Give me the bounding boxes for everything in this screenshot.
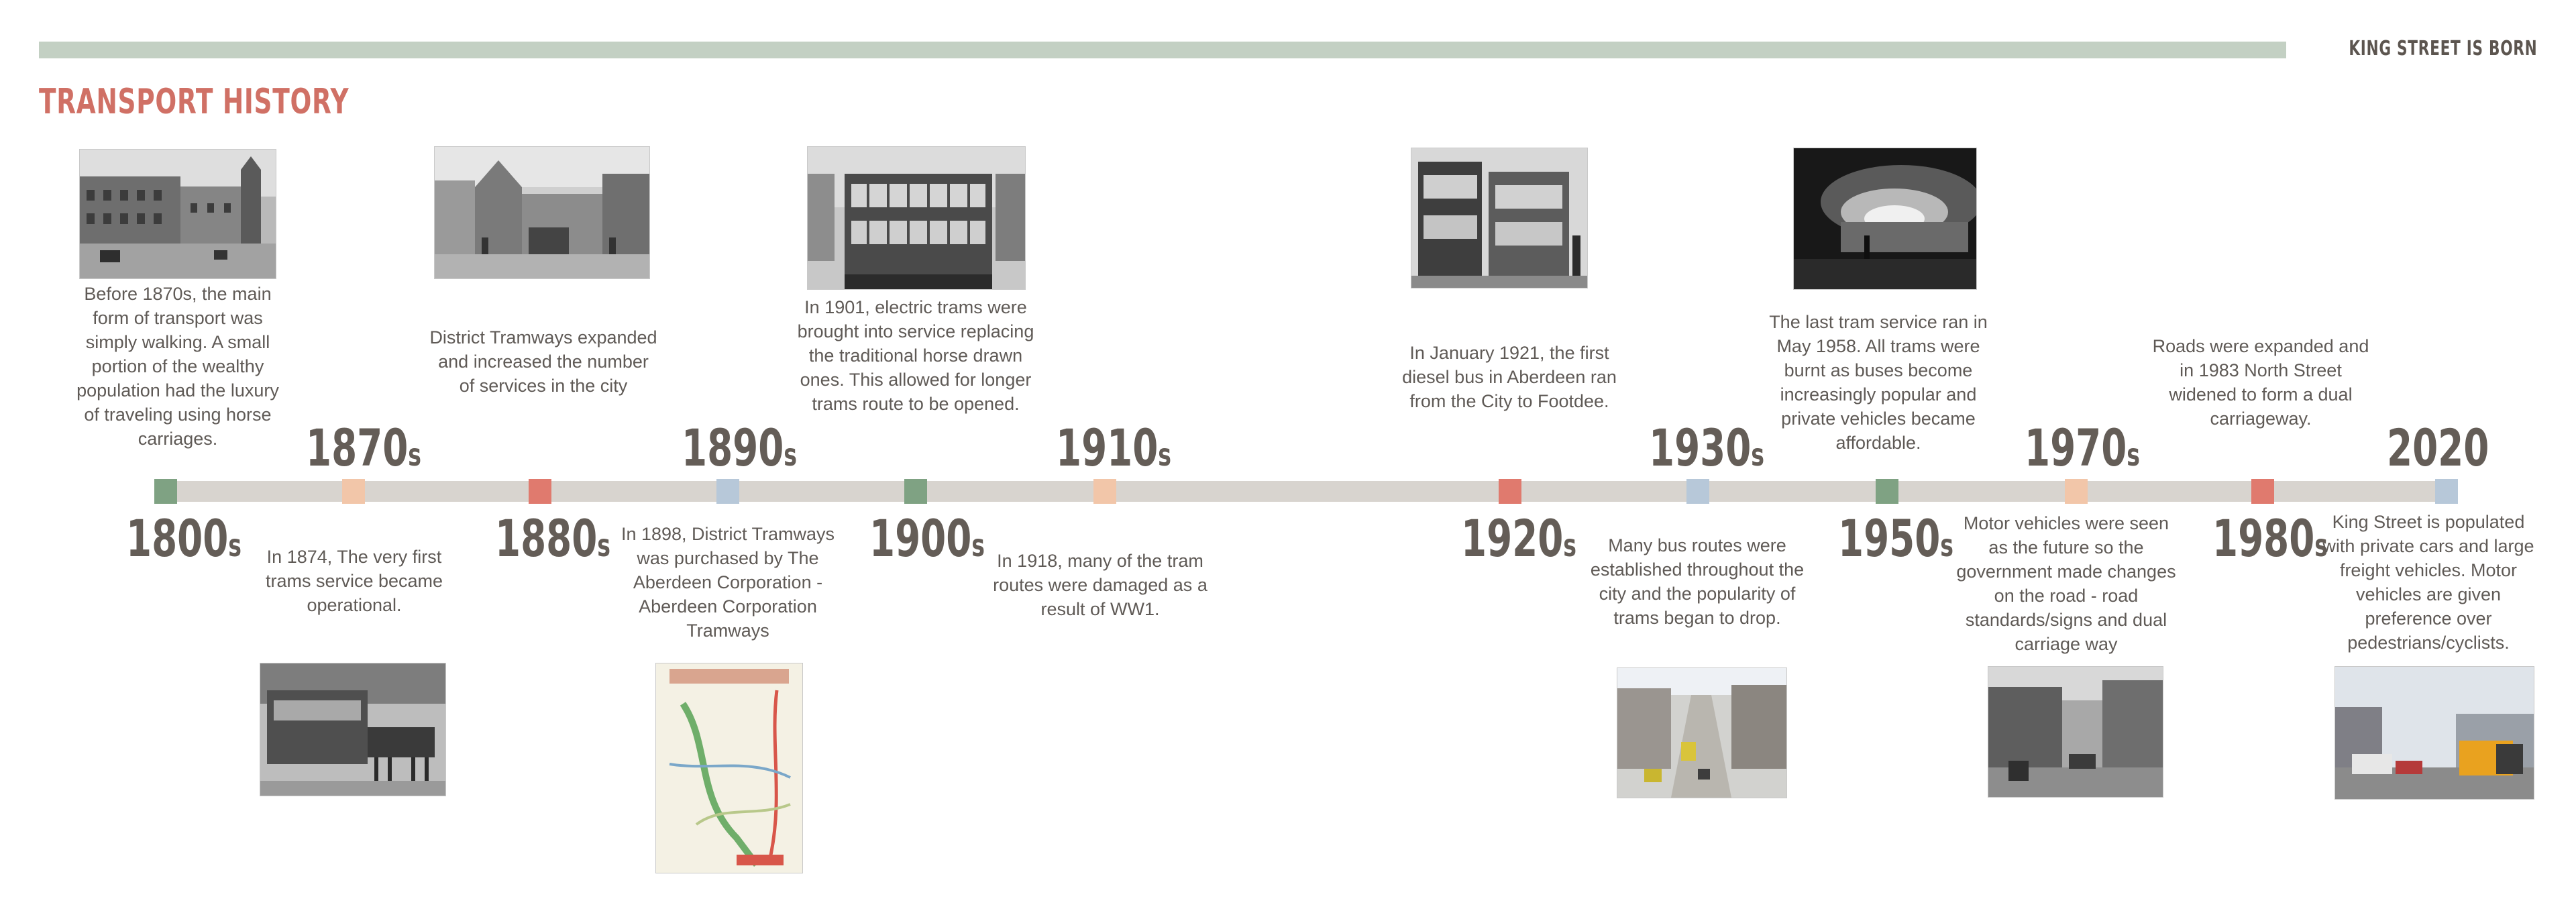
event-text-2020: King Street is populated with private cars and large freight vehicles. Motor vehicles are given preference over pedestrians/cyclists. <box>2322 512 2534 653</box>
event-text-1870: In 1874, The very first trams service became operational. <box>265 547 443 615</box>
timeline-marker-1950 <box>1876 479 1898 504</box>
photo-burning-trams <box>1793 148 1977 290</box>
event-text-1970: Motor vehicles were seen as the future so the government made changes on the road - road standards/signs and dual carriage way <box>1956 513 2176 654</box>
photo-buses-city-street <box>1617 667 1787 798</box>
timeline-marker-1880 <box>529 479 551 504</box>
photo-electric-tram <box>807 146 1026 290</box>
decade-label-1980: 1980s <box>2212 508 2328 568</box>
event-text-1930: Many bus routes were established throughout the city and the popularity of trams began to drop. <box>1590 535 1805 628</box>
photo-street-horse-carriages <box>79 149 276 279</box>
event-text-1950: The last tram service ran in May 1958. All trams were burnt as buses become increasingly popular and private vehicles became affordable. <box>1769 312 1988 453</box>
event-text-1910: In 1918, many of the tram routes were damaged as a result of WW1. <box>993 551 1208 619</box>
timeline-track <box>154 481 2455 502</box>
timeline-marker-1900 <box>904 479 927 504</box>
decade-label-2020: 2020 <box>2387 418 2489 478</box>
decade-label-1890: 1890s <box>682 418 798 478</box>
timeline-marker-1910 <box>1093 479 1116 504</box>
event-text-1900: In 1901, electric trams were brought into service replacing the traditional horse drawn ones. This allowed for longer trams route to be opened. <box>797 297 1034 414</box>
decade-label-1870: 1870s <box>306 418 422 478</box>
page-title: TRANSPORT HISTORY <box>39 82 350 122</box>
photo-district-tramways <box>434 146 650 279</box>
timeline-marker-1890 <box>716 479 739 504</box>
timeline-marker-1920 <box>1499 479 1521 504</box>
decade-label-1920: 1920s <box>1461 508 1577 568</box>
event-text-1880: District Tramways expanded and increased the number of services in the city <box>429 327 657 396</box>
decade-label-1880: 1880s <box>495 508 611 568</box>
event-text-1890: In 1898, District Tramways was purchased by The Aberdeen Corporation - Aberdeen Corporation Tramways <box>621 524 835 641</box>
photo-tramways-route-map <box>655 663 803 873</box>
decade-label-1950: 1950s <box>1838 508 1954 568</box>
event-text-1980: Roads were expanded and in 1983 North Street widened to form a dual carriageway. <box>2152 336 2369 429</box>
timeline-marker-1870 <box>342 479 365 504</box>
decade-label-1900: 1900s <box>869 508 985 568</box>
photo-king-street-today <box>2334 666 2534 800</box>
photo-diesel-buses <box>1411 148 1588 288</box>
photo-motor-vehicles-road <box>1988 666 2163 798</box>
timeline-marker-1930 <box>1686 479 1709 504</box>
decade-label-1970: 1970s <box>2025 418 2141 478</box>
event-text-1800: Before 1870s, the main form of transport was simply walking. A small portion of the wealthy population had the luxury of traveling using horse carriages. <box>76 284 279 449</box>
header-bar <box>39 42 2286 58</box>
timeline-marker-1800 <box>154 479 177 504</box>
section-kicker: KING STREET IS BORN <box>2348 37 2537 60</box>
photo-horse-drawn-tram <box>260 663 446 796</box>
timeline-marker-1980 <box>2251 479 2274 504</box>
event-text-1920: In January 1921, the first diesel bus in Aberdeen ran from the City to Footdee. <box>1402 343 1617 411</box>
decade-label-1930: 1930s <box>1649 418 1765 478</box>
timeline-marker-2020 <box>2435 479 2458 504</box>
timeline-marker-1970 <box>2065 479 2088 504</box>
decade-label-1800: 1800s <box>126 508 242 568</box>
decade-label-1910: 1910s <box>1056 418 1172 478</box>
